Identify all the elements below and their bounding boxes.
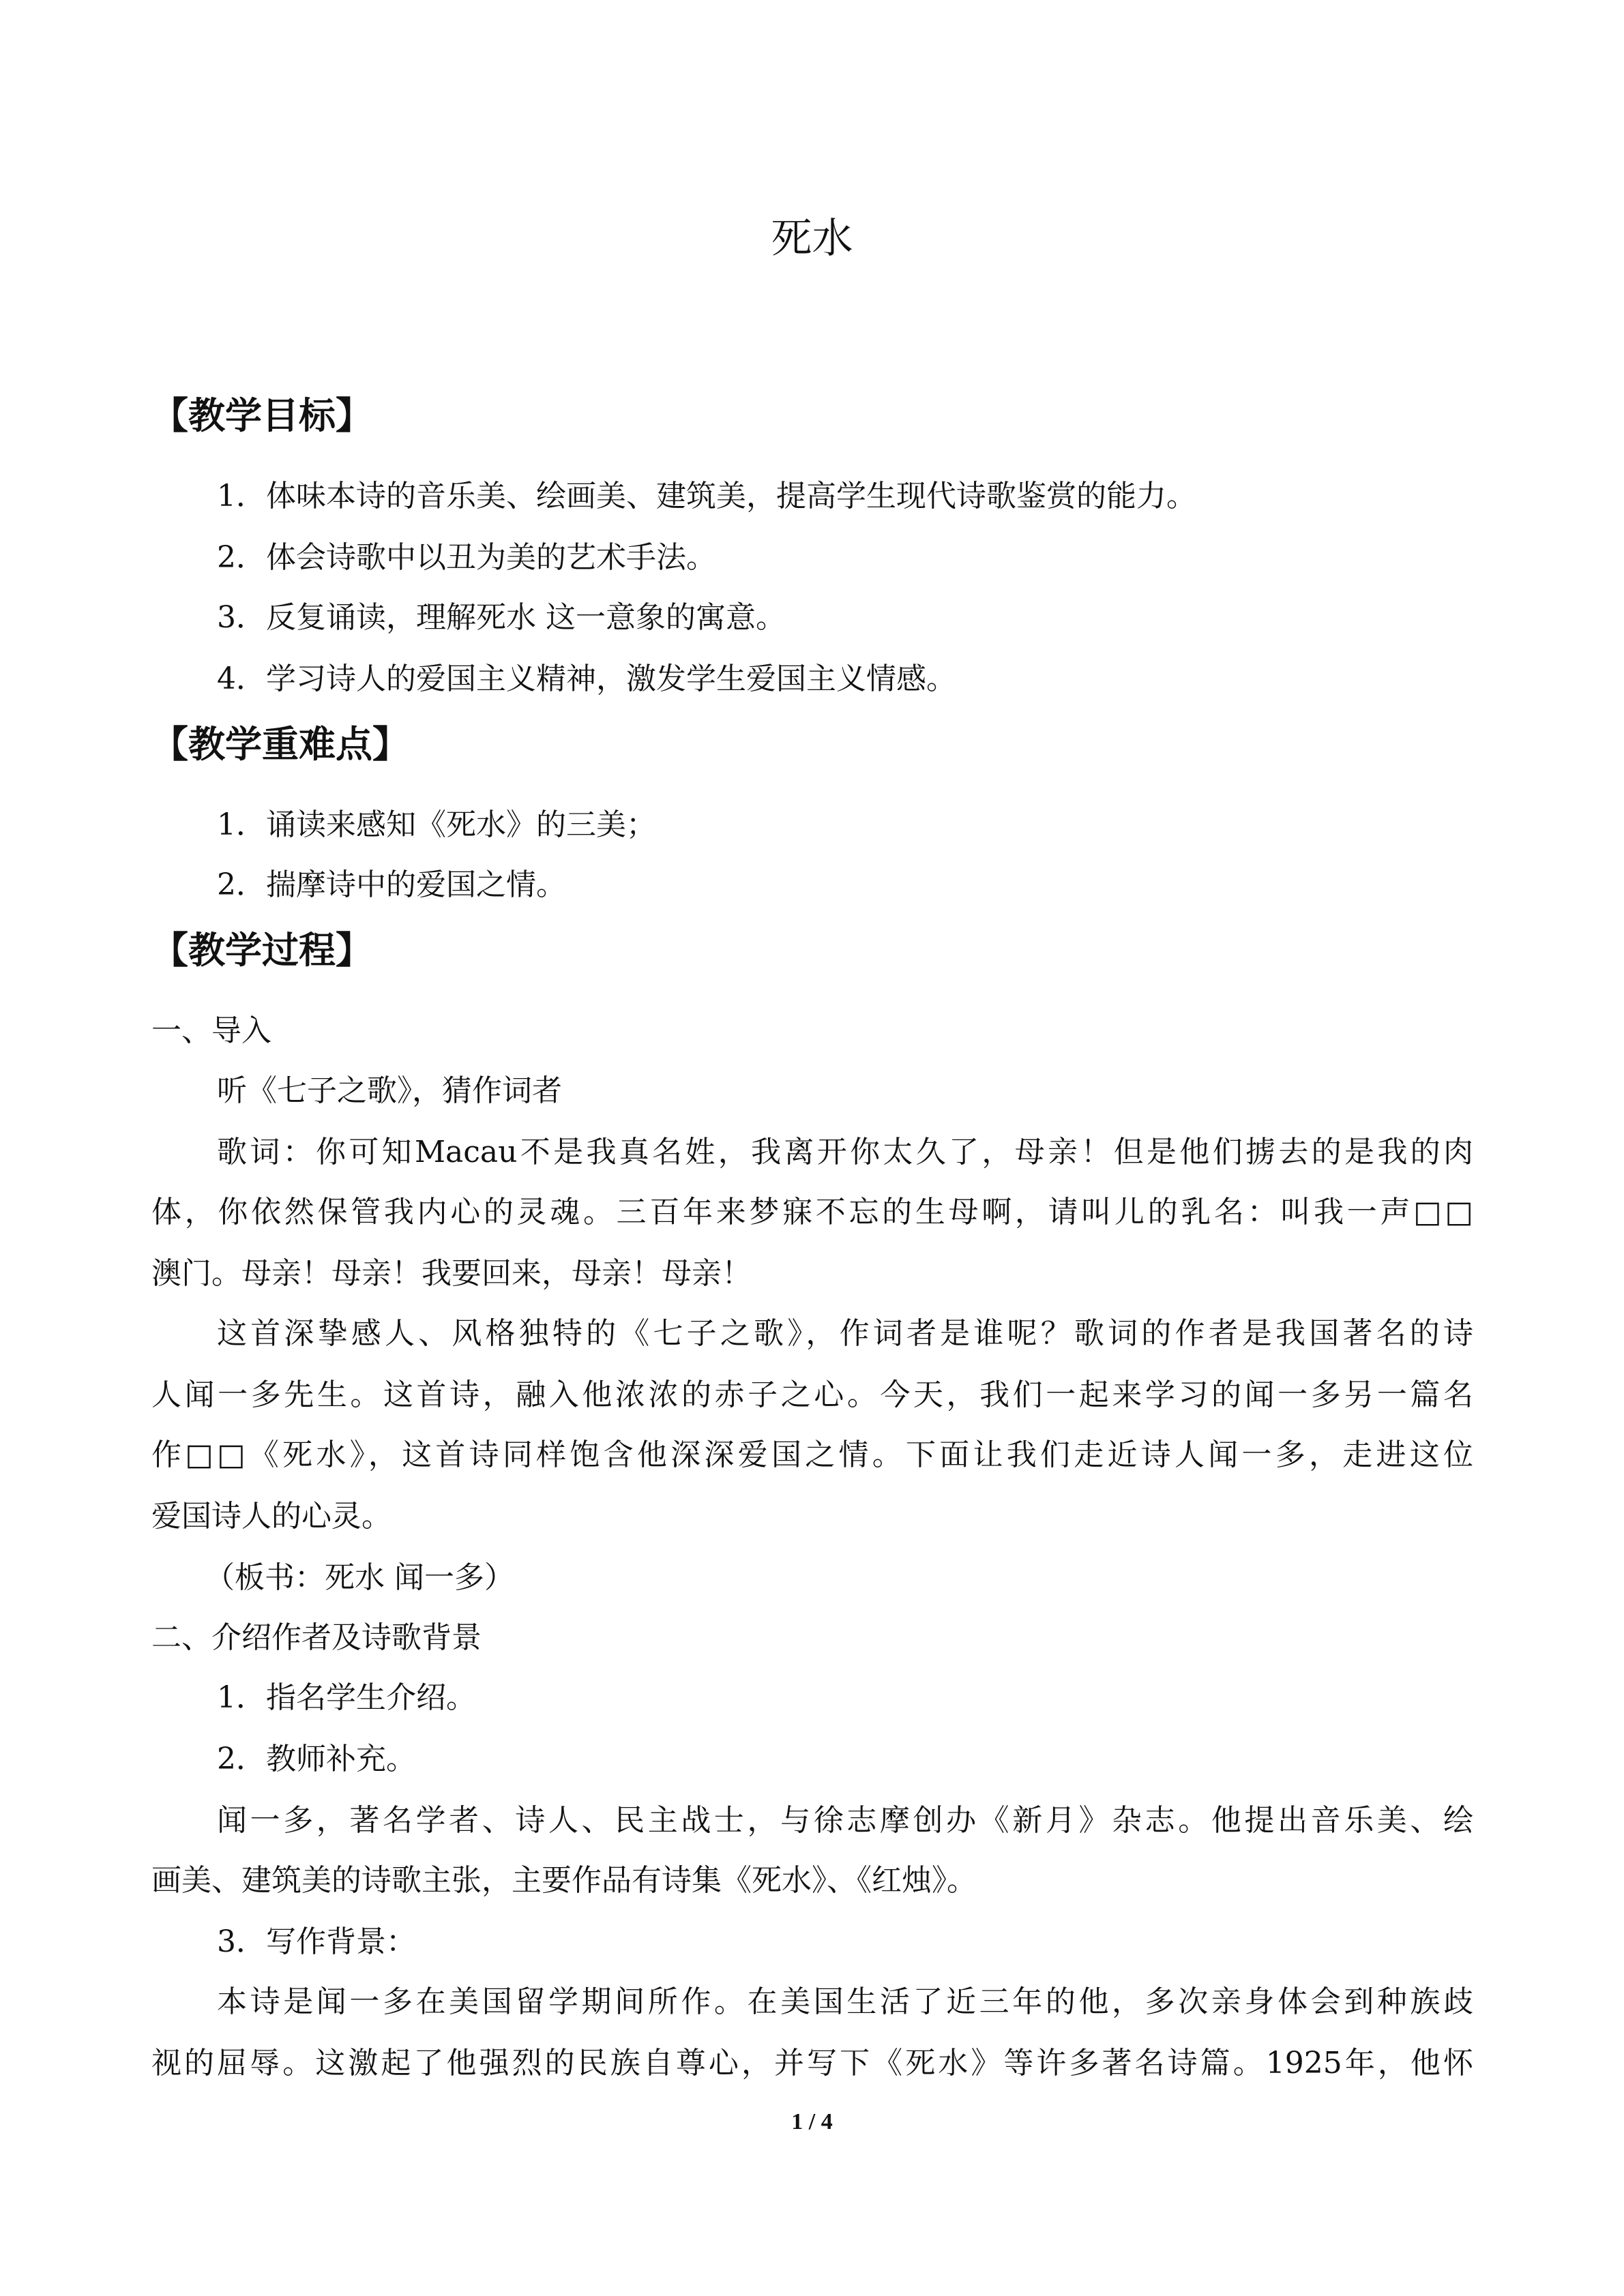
process-line: 1．指名学生介绍。: [217, 1680, 476, 1715]
heading-process: 【教学过程】: [151, 929, 372, 972]
heading-objectives: 【教学目标】: [151, 394, 372, 437]
heading-key-points: 【教学重难点】: [151, 723, 409, 766]
process-line: 澳门。母亲！母亲！我要回来，母亲！母亲！: [151, 1256, 752, 1291]
process-line: 体，你依然保管我内心的灵魂。三百年来梦寐不忘的生母啊，请叫儿的乳名：叫我一声□□: [151, 1195, 1473, 1229]
process-line: 二、介绍作者及诗歌背景: [151, 1620, 482, 1655]
process-line: 人闻一多先生。这首诗，融入他浓浓的赤子之心。今天，我们一起来学习的闻一多另一篇名: [151, 1377, 1473, 1412]
process-line: 2．教师补充。: [217, 1742, 416, 1776]
process-line: 听《七子之歌》，猜作词者: [217, 1073, 562, 1108]
process-line: 作□□《死水》，这首诗同样饱含他深深爱国之情。下面让我们走近诗人闻一多，走进这位: [151, 1437, 1473, 1472]
objective-item: 4．学习诗人的爱国主义精神，激发学生爱国主义情感。: [217, 661, 956, 696]
objective-item: 2．体会诗歌中以丑为美的艺术手法。: [217, 540, 716, 575]
process-line: （板书：死水 闻一多）: [205, 1560, 514, 1595]
process-line: 闻一多，著名学者、诗人、民主战士，与徐志摩创办《新月》杂志。他提出音乐美、绘: [217, 1803, 1473, 1838]
process-line: 一、导入: [151, 1013, 271, 1048]
process-line: 画美、建筑美的诗歌主张，主要作品有诗集《死水》、《红烛》。: [151, 1863, 977, 1898]
page-number: 1 / 4: [791, 2109, 833, 2134]
process-line: 爱国诗人的心灵。: [151, 1499, 392, 1534]
page-title: 死水: [771, 215, 853, 263]
process-line: 本诗是闻一多在美国留学期间所作。在美国生活了近三年的他，多次亲身体会到种族歧: [217, 1984, 1473, 2019]
key-point-item: 2．揣摩诗中的爱国之情。: [217, 867, 566, 902]
process-line: 3．写作背景：: [217, 1924, 416, 1959]
process-line: 这首深挚感人、风格独特的《七子之歌》，作词者是谁呢？歌词的作者是我国著名的诗: [217, 1316, 1473, 1351]
objective-item: 3．反复诵读，理解死水 这一意象的寓意。: [217, 600, 786, 635]
process-line: 视的屈辱。这激起了他强烈的民族自尊心，并写下《死水》等许多著名诗篇。1925年，他怀: [151, 2046, 1473, 2081]
key-point-item: 1．诵读来感知《死水》的三美；: [217, 807, 656, 842]
process-line: 歌词：你可知Macau不是我真名姓，我离开你太久了，母亲！但是他们掳去的是我的肉: [217, 1135, 1473, 1169]
objective-item: 1．体味本诗的音乐美、绘画美、建筑美，提高学生现代诗歌鉴赏的能力。: [217, 479, 1196, 513]
